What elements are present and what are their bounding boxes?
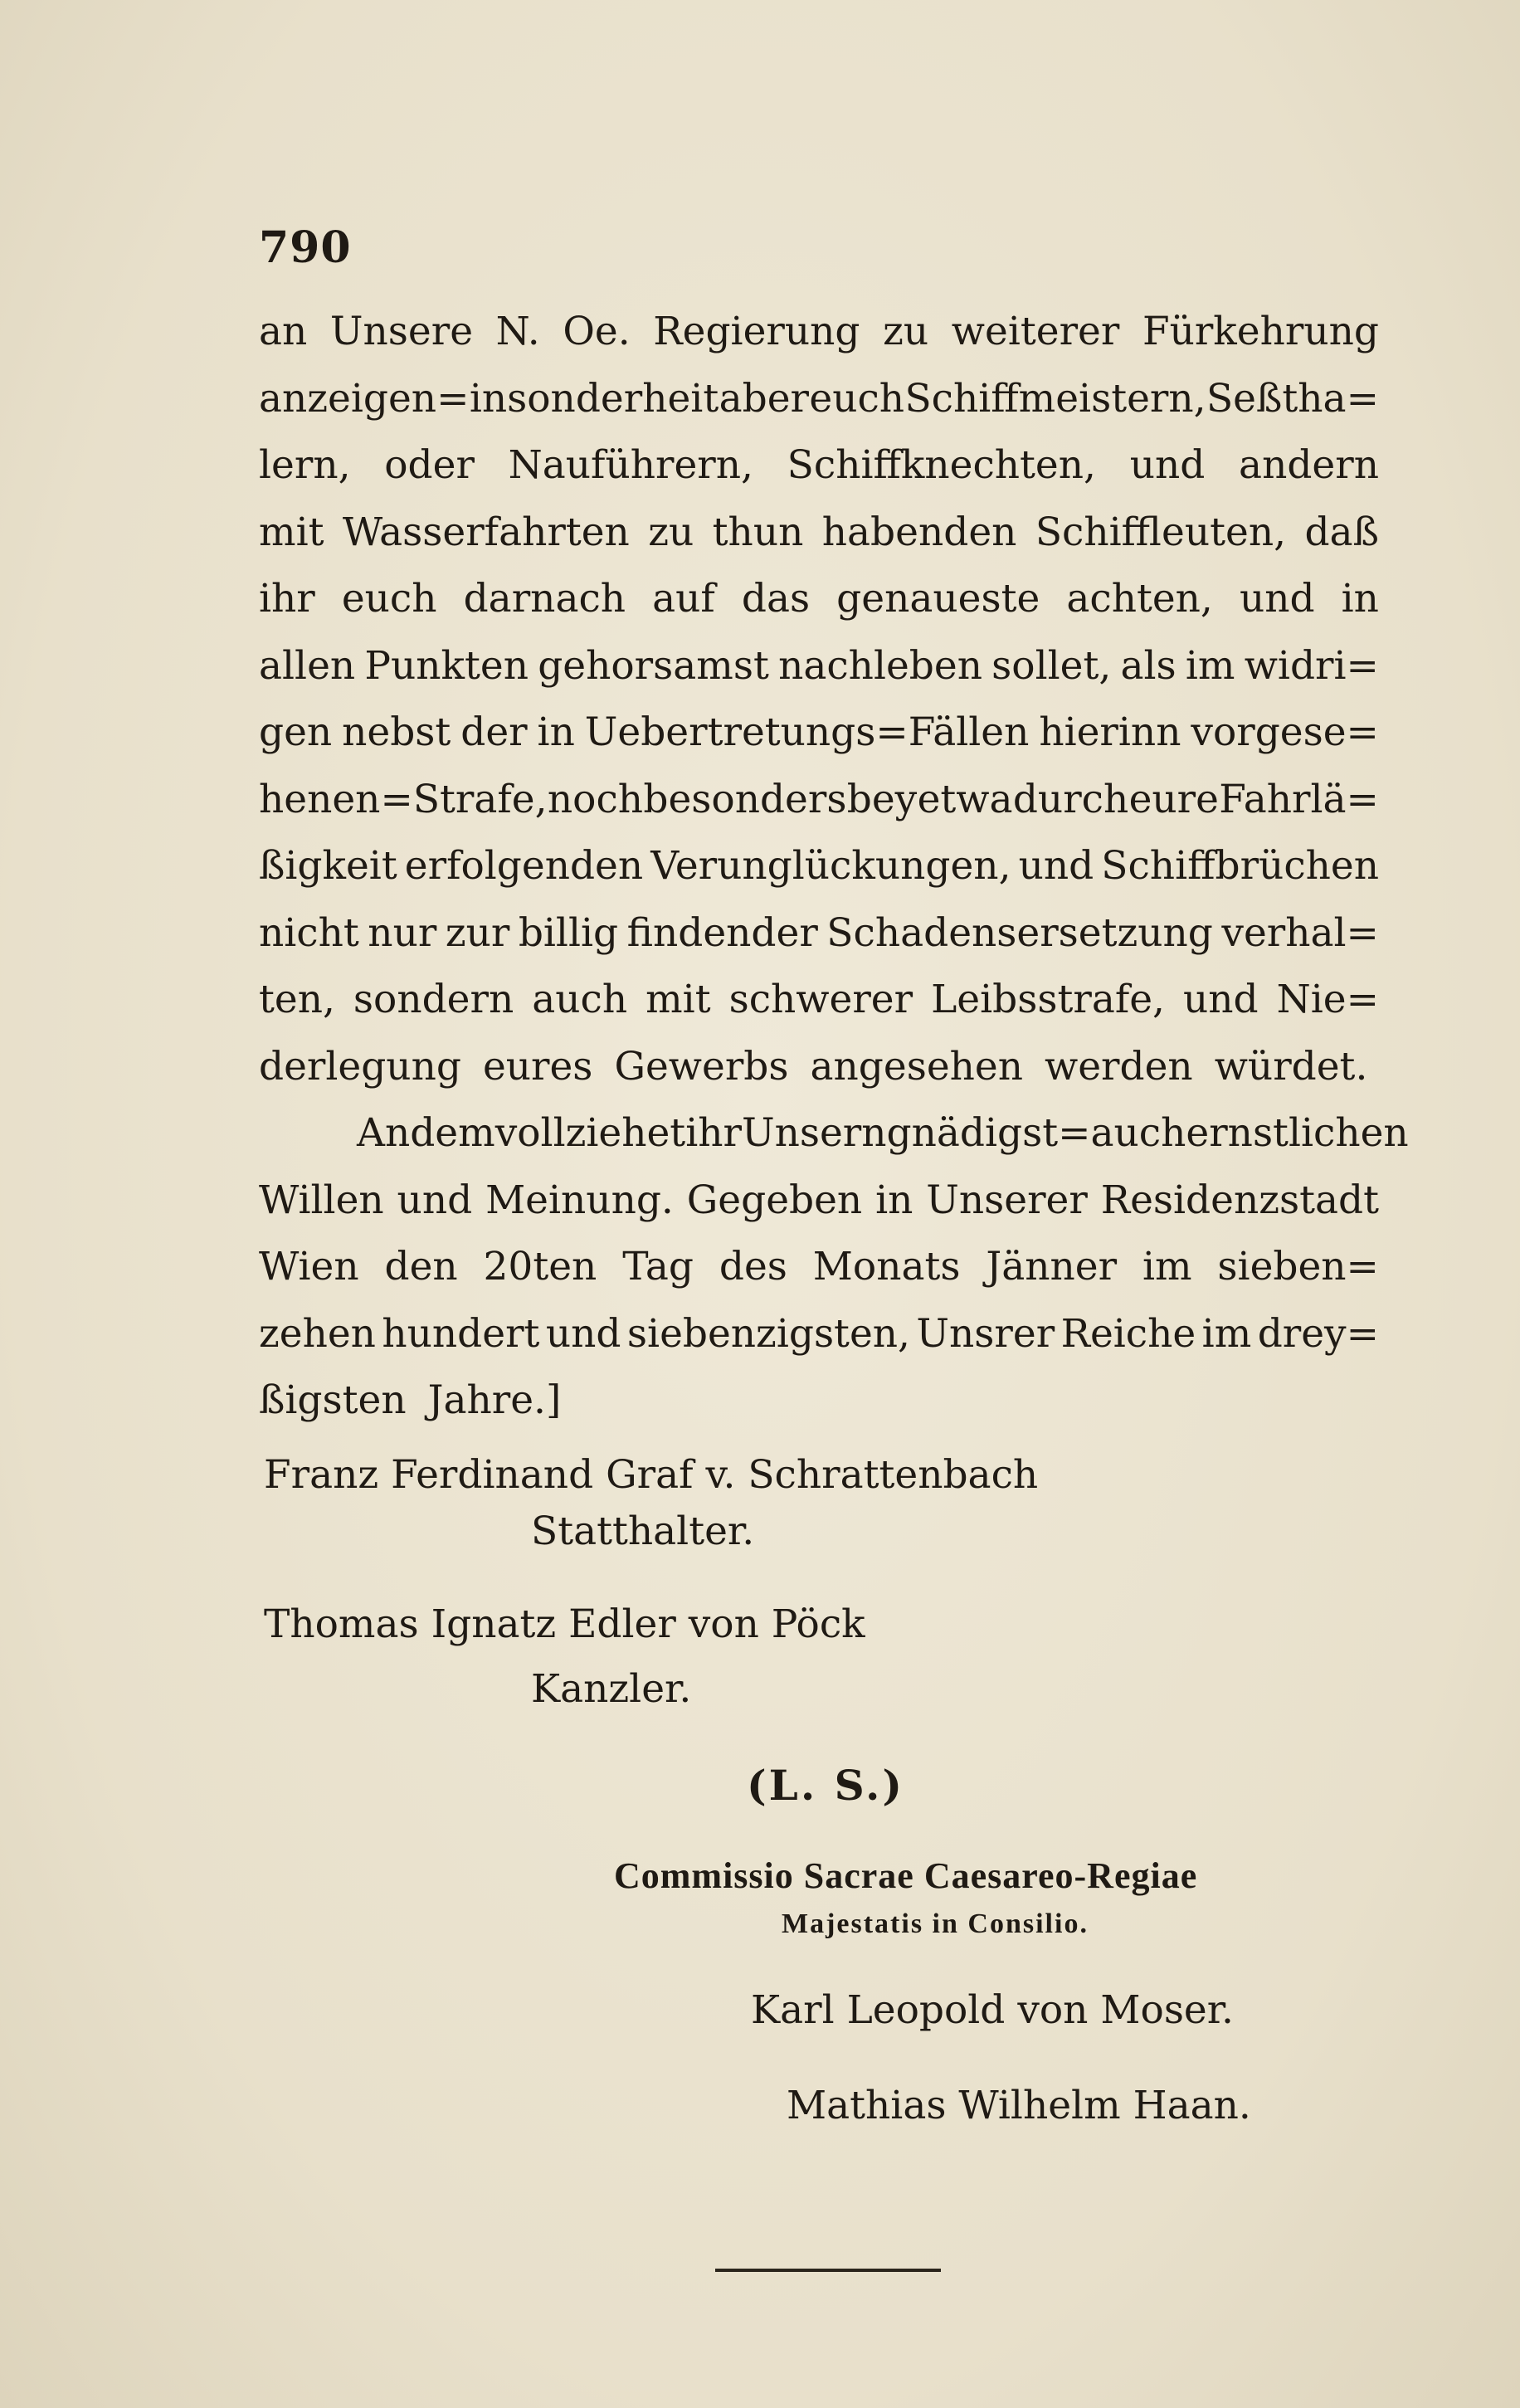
word: weiterer — [951, 309, 1120, 354]
text-line — [259, 900, 1379, 968]
word: oder — [384, 442, 475, 488]
word: Willen — [259, 1177, 384, 1223]
word: henen=Strafe, — [259, 776, 548, 822]
word: mit — [646, 977, 711, 1022]
word: der — [460, 709, 528, 755]
commission-line-1: Commissio Sacrae Caesareo-Regiae — [614, 1855, 1198, 1896]
word: siebenzigsten, — [626, 1310, 910, 1357]
word: Schiffleuten, — [1035, 509, 1287, 555]
body-text — [259, 299, 1409, 1435]
word: Punkten — [364, 642, 529, 689]
word: Residenzstadt — [1100, 1177, 1379, 1223]
word: Leibsstrafe, — [931, 977, 1165, 1022]
word: in — [1341, 576, 1379, 621]
word: achten, — [1066, 576, 1213, 621]
word: eures — [482, 1043, 593, 1089]
word: drey= — [1257, 1310, 1379, 1357]
word: Unsern — [741, 1110, 887, 1156]
word: gnädigst=auch — [886, 1110, 1186, 1156]
word: Unsrer — [916, 1310, 1055, 1357]
word: verhal= — [1221, 909, 1379, 956]
word: darnach — [463, 576, 626, 621]
word: Monats — [812, 1244, 961, 1289]
word: vollziehet — [494, 1110, 686, 1156]
word: ihr — [259, 576, 315, 621]
word: habenden — [821, 509, 1017, 555]
word: nicht — [259, 909, 359, 956]
word: vorgese= — [1191, 709, 1379, 755]
word: euch — [341, 576, 437, 621]
text-line — [259, 1100, 1409, 1167]
title-kanzler: Kanzler. — [531, 1666, 692, 1712]
closing-rule — [715, 2269, 941, 2272]
text-line — [259, 299, 1379, 366]
word: an — [259, 309, 308, 354]
word: Gegeben — [686, 1177, 863, 1223]
word: sondern — [353, 977, 514, 1022]
text-line — [259, 566, 1379, 633]
word: das — [741, 576, 811, 621]
word: würdet. — [1214, 1043, 1368, 1089]
text-line — [259, 1367, 1379, 1435]
text-line — [259, 1167, 1379, 1235]
word: eure — [1128, 776, 1219, 822]
word: im — [1142, 1244, 1192, 1289]
word: und — [1239, 576, 1315, 621]
word: gen — [259, 709, 333, 755]
text-line — [259, 500, 1379, 567]
word: Unsere — [329, 309, 474, 354]
word: des — [719, 1244, 787, 1289]
word: und — [545, 1310, 621, 1357]
word: und — [1182, 977, 1259, 1022]
seal-ls: (L. S.) — [747, 1761, 905, 1810]
word: Schiffknechten, — [787, 442, 1096, 488]
word: im — [1185, 642, 1235, 689]
word: auch — [532, 977, 628, 1022]
word: allen — [259, 642, 356, 689]
word: aber — [719, 375, 809, 422]
word: Oe. — [563, 309, 631, 354]
word: auf — [652, 576, 715, 621]
word: ernstlichen — [1186, 1110, 1409, 1156]
word: genaueste — [836, 576, 1040, 621]
word: schwerer — [728, 977, 913, 1022]
signature-schrattenbach: Franz Ferdinand Graf v. Schrattenbach — [264, 1452, 1039, 1498]
word: euch — [809, 375, 905, 422]
signature-haan: Mathias Wilhelm Haan. — [787, 2083, 1251, 2128]
word: noch — [547, 776, 644, 822]
word: Jahre.] — [427, 1377, 562, 1423]
word: Unserer — [926, 1177, 1088, 1223]
word: Nie= — [1276, 977, 1379, 1022]
word: und — [1129, 442, 1206, 488]
word: ihr — [685, 1110, 742, 1156]
title-statthalter: Statthalter. — [531, 1509, 755, 1554]
word: als — [1120, 642, 1177, 689]
text-line — [259, 833, 1379, 900]
word: zu — [883, 309, 929, 354]
word: ßigkeit — [259, 843, 397, 889]
word: zehen — [259, 1310, 376, 1357]
word: Gewerbs — [614, 1043, 789, 1089]
word: N. — [495, 309, 540, 354]
word: Seßtha= — [1206, 375, 1379, 422]
word: dem — [410, 1110, 495, 1156]
word: werden — [1045, 1043, 1193, 1089]
word: An — [357, 1110, 411, 1156]
word: nebst — [342, 709, 451, 755]
word: andern — [1239, 442, 1379, 488]
word: anzeigen= — [259, 375, 470, 422]
word: Schiffbrüchen — [1101, 843, 1379, 889]
word: ßigsten — [259, 1377, 407, 1423]
word: daß — [1304, 509, 1379, 555]
word: widri= — [1244, 642, 1379, 689]
word: im — [1201, 1310, 1252, 1357]
word: in — [875, 1177, 913, 1223]
word: und — [397, 1177, 473, 1223]
word: sieben= — [1217, 1244, 1379, 1289]
word: Regierung — [653, 309, 860, 354]
text-line — [259, 1034, 1379, 1101]
text-line — [259, 1301, 1379, 1368]
word: durch — [1012, 776, 1129, 822]
word: Schiffmeistern, — [904, 375, 1206, 422]
word: ten, — [259, 977, 335, 1022]
word: und — [1018, 843, 1094, 889]
word: derlegung — [259, 1043, 461, 1089]
word: lern, — [259, 442, 351, 488]
word: etwa — [917, 776, 1013, 822]
word: billig — [518, 909, 619, 956]
word: sollet, — [991, 642, 1112, 689]
word: mit — [259, 509, 324, 555]
word: hierinn — [1039, 709, 1181, 755]
word: 20ten — [483, 1244, 597, 1289]
word: zu — [648, 509, 694, 555]
word: findender — [626, 909, 818, 956]
word: erfolgenden — [404, 843, 644, 889]
text-line — [259, 967, 1379, 1034]
word: Schadensersetzung — [826, 909, 1213, 956]
signature-poeck: Thomas Ignatz Edler von Pöck — [264, 1601, 865, 1647]
word: Tag — [622, 1244, 694, 1289]
word: insonderheit — [469, 375, 719, 422]
word: Wasserfahrten — [342, 509, 630, 555]
word: Fürkehrung — [1142, 309, 1379, 354]
word: in — [537, 709, 575, 755]
signature-moser: Karl Leopold von Moser. — [751, 1987, 1234, 2033]
commission-line-2: Majestatis in Consilio. — [782, 1908, 1089, 1939]
word: Uebertretungs=Fällen — [584, 709, 1030, 755]
word: zur — [445, 909, 510, 956]
word: Verunglückungen, — [650, 843, 1011, 889]
text-line — [259, 366, 1379, 433]
word: Wien — [259, 1244, 359, 1289]
word: thun — [712, 509, 804, 555]
word: nachleben — [778, 642, 982, 689]
word: den — [384, 1244, 458, 1289]
word: besonders — [643, 776, 847, 822]
word: angesehen — [810, 1043, 1023, 1089]
text-line — [259, 767, 1379, 834]
text-line — [259, 633, 1379, 700]
word: nur — [368, 909, 437, 956]
word: Meinung. — [485, 1177, 674, 1223]
word: Nauführern, — [508, 442, 753, 488]
word: Fahrlä= — [1219, 776, 1379, 822]
word: gehorsamst — [538, 642, 769, 689]
word: bey — [846, 776, 918, 822]
text-line — [259, 1234, 1379, 1301]
word: Jänner — [986, 1244, 1118, 1289]
word: hundert — [382, 1310, 540, 1357]
text-line — [259, 699, 1379, 767]
page-number: 790 — [259, 222, 352, 273]
text-line — [259, 432, 1379, 500]
word: Reiche — [1060, 1310, 1196, 1357]
